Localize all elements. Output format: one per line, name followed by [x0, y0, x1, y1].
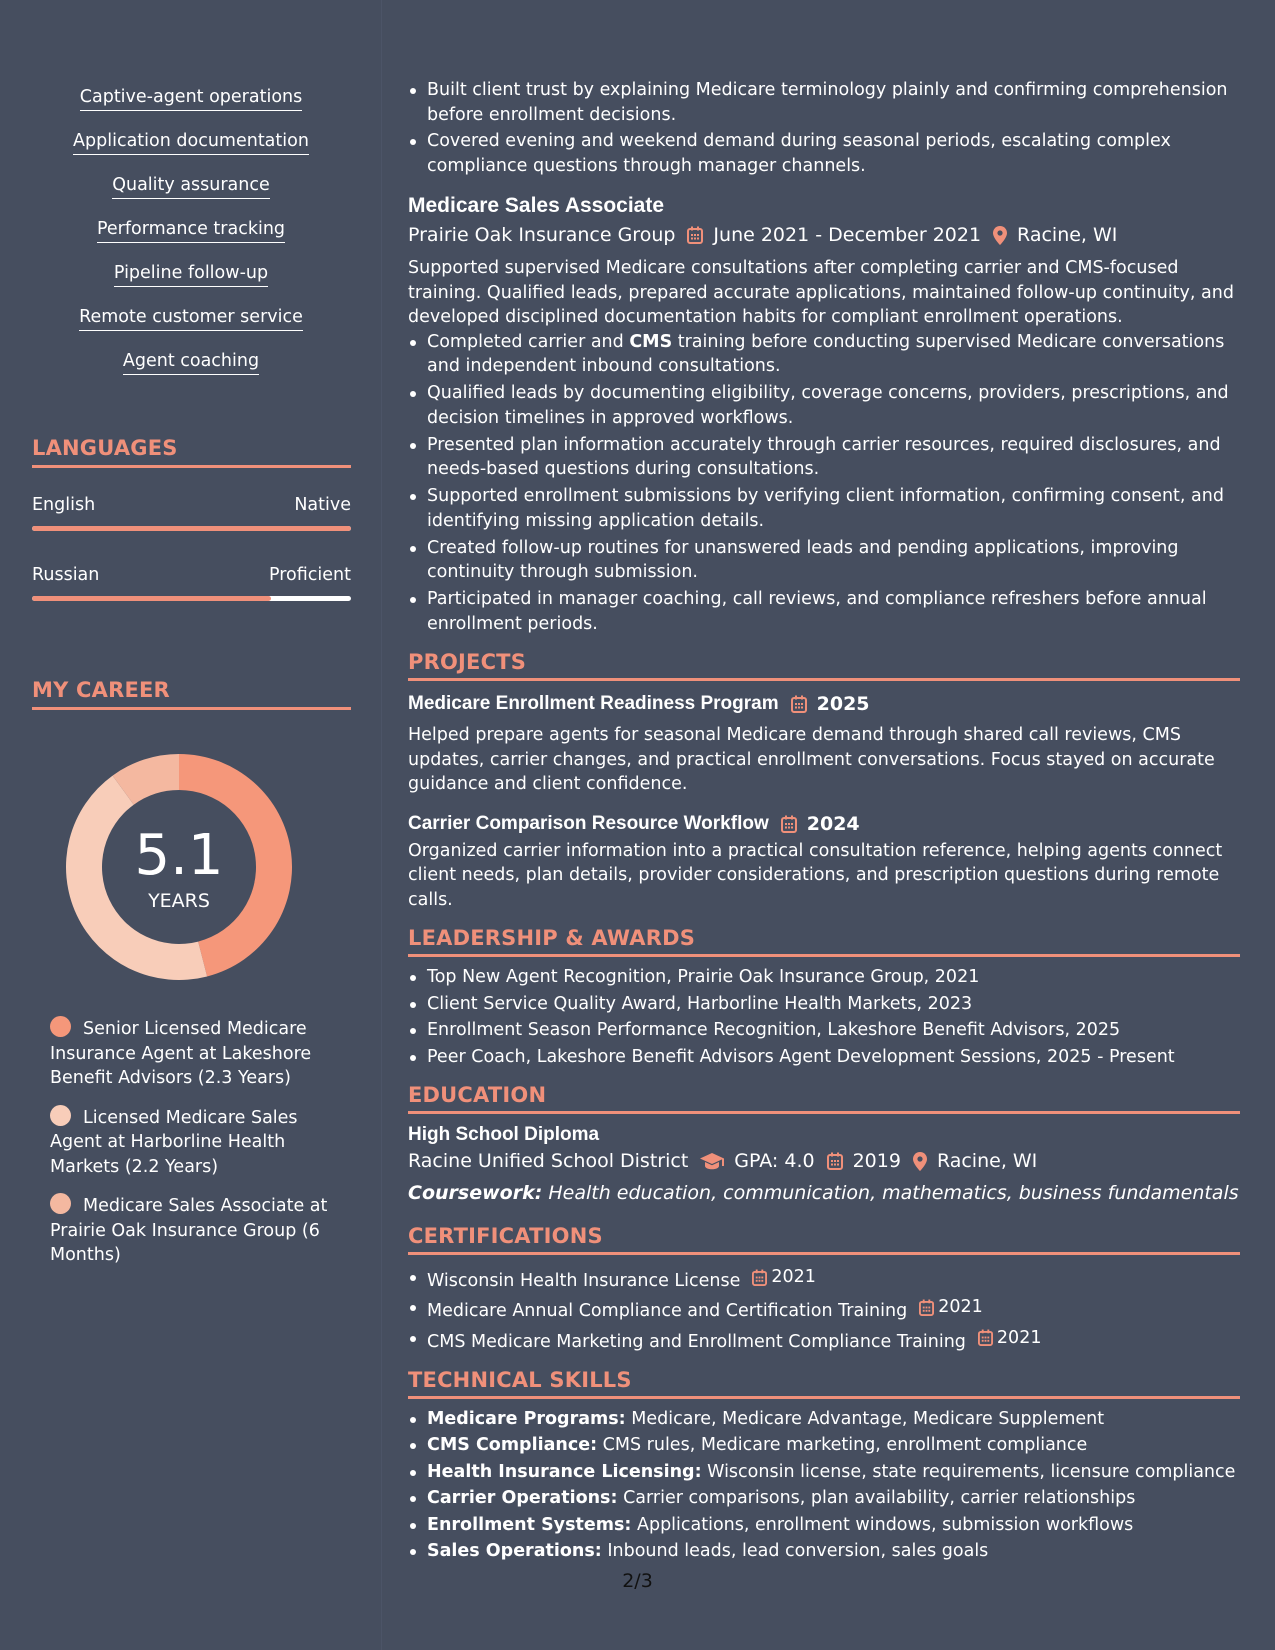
certifications-heading: CERTIFICATIONS: [408, 1224, 1240, 1255]
education-gpa: GPA: 4.0: [734, 1150, 815, 1172]
technical-skill-item: [408, 1433, 1240, 1458]
calendar-icon: [978, 1329, 993, 1346]
technical-skill-value: Inbound leads, lead conversion, sales goals: [607, 1541, 989, 1562]
project-year: 2025: [816, 693, 870, 715]
certification-year: 2021: [938, 1297, 983, 1318]
coursework-text: Health education, communication, mathematics, business fundamentals: [548, 1182, 1239, 1204]
page-number: 2/3: [622, 1570, 653, 1592]
location-pin-icon: [913, 1152, 927, 1171]
language-english: [32, 494, 351, 531]
career-years-unit: YEARS: [148, 890, 210, 912]
legend-dot-icon: [50, 1193, 71, 1214]
technical-skill-value: Carrier comparisons, plan availability, carrier relationships: [623, 1488, 1136, 1509]
calendar-icon: [752, 1269, 767, 1286]
skill-item: Pipeline follow-up: [114, 262, 268, 287]
certification-name: Medicare Annual Compliance and Certification Training: [427, 1301, 908, 1321]
calendar-icon: [791, 695, 807, 713]
calendar-icon: [781, 815, 797, 833]
language-russian: [32, 564, 351, 601]
technical-skill-item: [408, 1513, 1240, 1538]
bullet-text: training before conducting supervised Medicare conversations and independent inbound consultations.: [427, 331, 1225, 376]
job-location: Racine, WI: [1017, 224, 1118, 246]
certifications-list: [408, 1265, 1240, 1354]
technical-skill-value: CMS rules, Medicare marketing, enrollment compliance: [602, 1435, 1088, 1456]
project-year: 2024: [806, 812, 860, 835]
education-coursework: [408, 1180, 1240, 1206]
career-legend-item: [50, 1016, 340, 1091]
technical-skill-item: [408, 1486, 1240, 1511]
certification-year: 2021: [996, 1327, 1042, 1348]
location-pin-icon: [993, 226, 1007, 245]
job-bullets: [408, 330, 1240, 637]
technical-skill-label: Health Insurance Licensing:: [427, 1461, 702, 1482]
certification-year: 2021: [771, 1267, 816, 1287]
technical-skill-value: Wisconsin license, state requirements, licensure compliance: [707, 1461, 1236, 1482]
education-location: Racine, WI: [936, 1150, 1038, 1172]
certification-name: Wisconsin Health Insurance License: [427, 1270, 741, 1291]
technical-skill-item: [408, 1539, 1240, 1564]
project-title-row: [408, 691, 1240, 717]
awards-heading: LEADERSHIP & AWARDS: [408, 926, 1240, 957]
language-proficiency-fill: [32, 526, 351, 531]
sidebar: [0, 0, 382, 1650]
skill-item: Performance tracking: [97, 218, 285, 243]
technical-skill-value: Medicare, Medicare Advantage, Medicare Supplement: [631, 1408, 1105, 1429]
skill-item: Agent coaching: [123, 350, 259, 375]
technical-skill-item: [408, 1460, 1240, 1485]
language-proficiency-bar: [32, 526, 351, 531]
certification-name: CMS Medicare Marketing and Enrollment Compliance Training: [427, 1331, 966, 1352]
career-legend-label: Licensed Medicare Sales Agent at Harborline Health Markets (2.2 Years): [50, 1107, 298, 1177]
technical-skill-label: Enrollment Systems:: [427, 1514, 632, 1535]
certification-item: [408, 1295, 1240, 1323]
job-title: Medicare Sales Associate: [408, 194, 665, 217]
bullet-item: Participated in manager coaching, call reviews, and compliance refreshers before annual enrollment periods.: [408, 587, 1240, 636]
education-school: Racine Unified School District: [408, 1150, 689, 1172]
career-legend-label: Medicare Sales Associate at Prairie Oak Insurance Group (6 Months): [50, 1196, 328, 1265]
job-meta: [408, 220, 1240, 250]
award-item: Top New Agent Recognition, Prairie Oak Insurance Group, 2021: [408, 965, 1240, 990]
skill-item: Remote customer service: [79, 306, 303, 331]
award-item: Client Service Quality Award, Harborline Health Markets, 2023: [408, 992, 1240, 1017]
technical-skills-heading: TECHNICAL SKILLS: [408, 1368, 1240, 1399]
project-title: Carrier Comparison Resource Workflow: [408, 812, 769, 834]
education-degree: High School Diploma: [408, 1124, 600, 1145]
technical-skill-label: Sales Operations:: [427, 1541, 602, 1562]
skills-list: [32, 86, 350, 394]
technical-skill-value: Applications, enrollment windows, submission workflows: [636, 1514, 1134, 1535]
legend-dot-icon: [50, 1105, 71, 1126]
education-heading: EDUCATION: [408, 1083, 1240, 1114]
career-donut-chart: [66, 754, 292, 980]
language-name: English: [32, 495, 96, 515]
language-proficiency-fill: [32, 596, 271, 601]
main-content: [408, 78, 1240, 1566]
project-description: Helped prepare agents for seasonal Medicare demand through shared call reviews, CMS updates, carrier changes, and practical enrollment conversations. Focus stayed on accurate guidance and client confidence.: [408, 725, 1215, 794]
career-total-years: 5.1: [134, 823, 224, 888]
technical-skill-item: [408, 1407, 1240, 1432]
certification-item: [408, 1265, 1240, 1293]
calendar-icon: [919, 1299, 934, 1316]
project-description: Organized carrier information into a practical consultation reference, helping agents connect client needs, plan details, provider considerations, and prescription questions during remote calls.: [408, 840, 1223, 910]
career-legend-label: Senior Licensed Medicare Insurance Agent at Lakeshore Benefit Advisors (2.3 Years): [50, 1019, 312, 1088]
bullet-bold-text: CMS: [629, 331, 673, 352]
coursework-label: Coursework:: [408, 1182, 543, 1204]
skill-item: Quality assurance: [112, 174, 270, 199]
language-name: Russian: [32, 565, 100, 585]
award-item: Enrollment Season Performance Recognition, Lakeshore Benefit Advisors, 2025: [408, 1018, 1240, 1043]
job-summary: Supported supervised Medicare consultations after completing carrier and CMS-focused training. Qualified leads, prepared accurate applications, maintained follow-up continuity, and developed disciplined documentation habits for compliant enrollment operations.: [408, 258, 1234, 327]
education-year: 2019: [852, 1150, 901, 1172]
job-dates: June 2021 - December 2021: [713, 224, 982, 246]
skill-item: Captive-agent operations: [80, 86, 302, 111]
technical-skill-label: CMS Compliance:: [427, 1435, 598, 1456]
previous-job-bullets: [408, 78, 1240, 178]
language-level: Native: [294, 495, 351, 515]
career-heading: MY CAREER: [32, 678, 351, 710]
project-title: Medicare Enrollment Readiness Program: [408, 693, 779, 714]
bullet-item: Supported enrollment submissions by verifying client information, confirming consent, and identifying missing application details.: [408, 484, 1240, 533]
bullet-item: Qualified leads by documenting eligibility, coverage concerns, providers, prescriptions, and decision timelines in approved workflows.: [408, 381, 1240, 430]
job-company: Prairie Oak Insurance Group: [408, 224, 676, 246]
technical-skill-label: Carrier Operations:: [427, 1488, 618, 1509]
bullet-item: Created follow-up routines for unanswered leads and pending applications, improving continuity through submission.: [408, 536, 1240, 585]
project-title-row: [408, 811, 1240, 837]
calendar-icon: [687, 226, 703, 244]
career-legend: [50, 1016, 340, 1282]
technical-skills-list: [408, 1407, 1240, 1564]
technical-skill-label: Medicare Programs:: [427, 1408, 626, 1429]
education-meta: [408, 1146, 1240, 1176]
language-proficiency-bar: [32, 596, 351, 601]
awards-list: [408, 965, 1240, 1069]
skill-item: Application documentation: [73, 130, 309, 155]
calendar-icon: [827, 1152, 843, 1170]
bullet-item: Presented plan information accurately through carrier resources, required disclosures, and needs-based questions during consultations.: [408, 433, 1240, 482]
certification-item: [408, 1326, 1240, 1354]
award-item: Peer Coach, Lakeshore Benefit Advisors Agent Development Sessions, 2025 - Present: [408, 1045, 1240, 1070]
legend-dot-icon: [50, 1016, 71, 1037]
language-level: Proficient: [269, 565, 351, 585]
bullet-item: [408, 330, 1240, 379]
bullet-item: Covered evening and weekend demand during seasonal periods, escalating complex compliance questions through manager channels.: [408, 129, 1240, 178]
career-legend-item: [50, 1105, 340, 1180]
graduation-cap-icon: [700, 1152, 724, 1170]
languages-heading: LANGUAGES: [32, 436, 351, 468]
career-legend-item: [50, 1193, 340, 1268]
projects-heading: PROJECTS: [408, 650, 1240, 681]
bullet-item: Built client trust by explaining Medicare terminology plainly and confirming comprehension before enrollment decisions.: [408, 78, 1240, 127]
bullet-text: Completed carrier and: [427, 331, 630, 352]
